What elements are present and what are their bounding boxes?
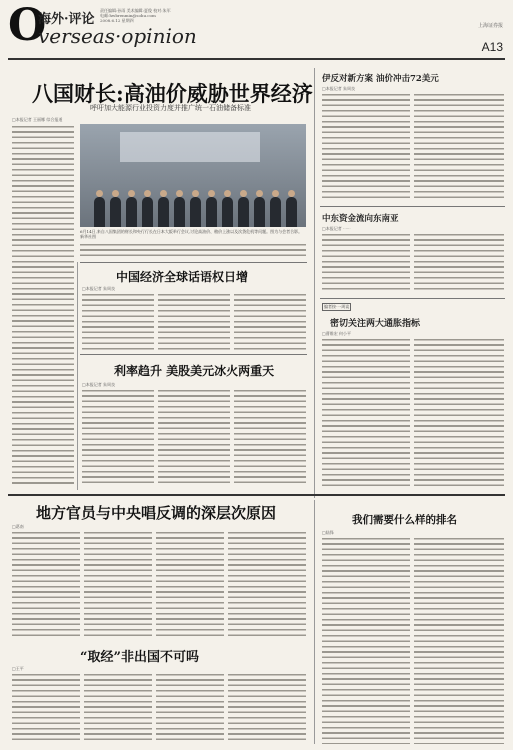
photo-backdrop [120, 132, 260, 162]
side-mid-title: 中东资金流向东南亚 [322, 214, 399, 224]
lower-byline-3: □陆锋 [322, 530, 334, 535]
side-mid-body-2 [414, 232, 504, 292]
lower-column-divider [314, 500, 315, 744]
lower-section-rule [8, 494, 505, 496]
photo-person [206, 197, 217, 227]
lead-body-column-1 [12, 124, 74, 284]
mid-story2-body-1 [82, 388, 154, 486]
lead-byline: □本报记者 王丽娜 综合报道 [12, 117, 63, 122]
photo-person [126, 197, 137, 227]
side-top-title: 伊反对新方案 油价冲击72美元 [322, 74, 439, 84]
mid-story1-byline: □本报记者 朱周良 [82, 286, 116, 291]
section-title-en: verseas·opinion [38, 24, 197, 48]
photo-person [94, 197, 105, 227]
side-mid-rule [320, 298, 505, 299]
photo-person [110, 197, 121, 227]
side-top-rule [320, 206, 505, 207]
column-divider [314, 68, 315, 498]
photo-person [270, 197, 281, 227]
lead-subhead: 呼吁加大能源行业投资力度并推广统一石油储备标准 [90, 104, 251, 112]
lower-story2-body-1 [12, 672, 80, 744]
side-mid-byline: □本报记者 ······ [322, 226, 351, 231]
mid-story2-byline: □本报记者 朱周良 [82, 382, 116, 387]
meta-editors: 责任编辑:孙雨 美术编辑:夏俊 校对:朱军 [100, 8, 171, 13]
lower-story3-body-2 [414, 536, 504, 744]
lead-body-column-1b [12, 286, 74, 486]
page-number: A13 [481, 40, 503, 54]
paper-name: 上海证券报 [477, 23, 503, 29]
lower-byline-2: □王平 [12, 666, 24, 671]
photo-person [174, 197, 185, 227]
meta-date: 2008.6.12 星期四 [100, 18, 134, 23]
photo-person [286, 197, 297, 227]
lower-story1-body-2 [84, 530, 152, 640]
side-top-byline: □本报记者 朱周良 [322, 86, 356, 91]
lower-headline-3: 我们需要什么样的排名 [352, 514, 457, 526]
mid-story2-title: 利率趋升 美股美元冰火两重天 [114, 364, 275, 378]
lower-headline-2: “取经”非出国不可吗 [80, 650, 199, 665]
lead-photo [80, 124, 306, 227]
mid-story1-rule [80, 262, 307, 263]
mid-story2-body-3 [234, 388, 306, 486]
side-bottom-tag: 编者按·一周谈 [324, 304, 350, 309]
side-bottom-body-1 [322, 337, 410, 487]
lower-byline-1: □葛南 [12, 524, 24, 529]
mid-story1-body-2 [158, 292, 230, 350]
mid-story1-body-1 [82, 292, 154, 350]
photo-person [190, 197, 201, 227]
side-bottom-title: 密切关注两大通胀指标 [330, 319, 421, 329]
meta-email: 电邮:hwbrenmin@sohu.com [100, 13, 156, 18]
photo-person [142, 197, 153, 227]
lead-photo-caption: 6月14日,来自八国集团的财长和央行行长在日本大阪举行会议,讨论高油价、粮价上涨以及次贷危机等问题。图为与会者合影。 新华社图 [80, 229, 303, 239]
side-bottom-byline: □曹维宏 何小平 [322, 331, 352, 336]
lead-left-divider [77, 262, 78, 490]
lower-story2-body-2 [84, 672, 152, 744]
side-mid-body-1 [322, 232, 410, 292]
side-top-body-2 [414, 92, 504, 202]
masthead-meta [100, 8, 240, 23]
photo-person [222, 197, 233, 227]
masthead-rule [8, 58, 505, 60]
masthead-big-o: O [8, 0, 47, 51]
lower-story1-body-3 [156, 530, 224, 640]
lower-story2-body-4 [228, 672, 306, 744]
lower-story1-body-1 [12, 530, 80, 640]
side-bottom-body-2 [414, 337, 504, 487]
lower-story1-body-4 [228, 530, 306, 640]
mid-story1-title: 中国经济全球话语权日增 [116, 270, 249, 284]
section-title-cn: 海外·评论 [38, 12, 95, 27]
mid-story2-rule [80, 354, 307, 355]
mid-story2-body-2 [158, 388, 230, 486]
photo-person [238, 197, 249, 227]
photo-person [158, 197, 169, 227]
side-top-body-1 [322, 92, 410, 202]
photo-person [254, 197, 265, 227]
mid-story1-body-3 [234, 292, 306, 350]
lower-headline-1: 地方官员与中央唱反调的深层次原因 [36, 504, 277, 522]
lead-headline: 八国财长:高油价威胁世界经济 [32, 81, 313, 106]
lead-body-under-photo [80, 242, 306, 260]
lower-story3-body-1 [322, 536, 410, 744]
lower-story2-body-3 [156, 672, 224, 744]
